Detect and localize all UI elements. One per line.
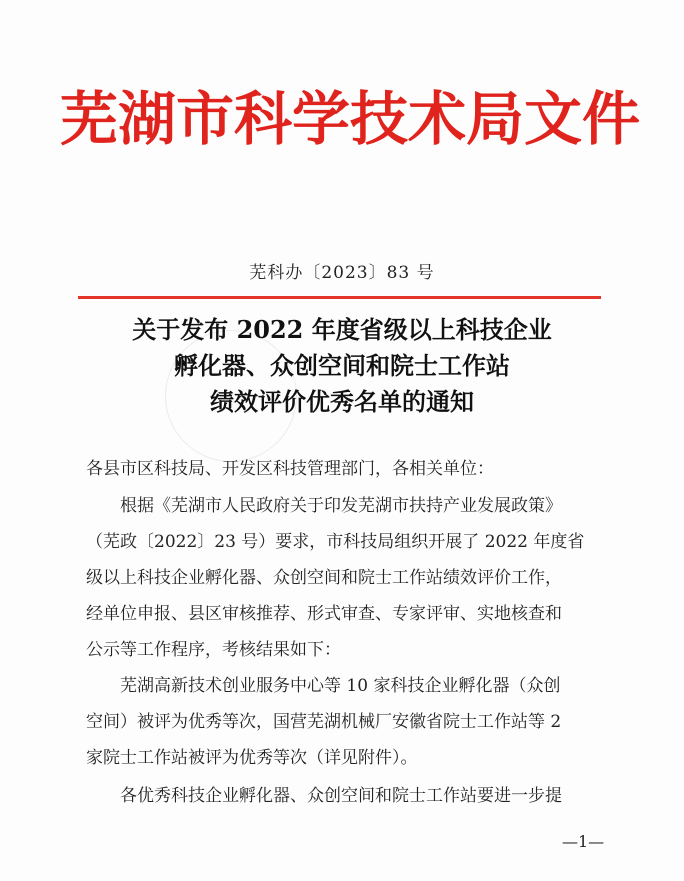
notice-title <box>60 312 624 420</box>
body-line: 芜湖高新技术创业服务中心等 10 家科技企业孵化器（众创 <box>120 676 561 696</box>
masthead-title: 芜湖市科学技术局文件 <box>60 85 641 153</box>
title-line-1: 关于发布 2022 年度省级以上科技企业 <box>132 315 552 344</box>
body-line: 各优秀科技企业孵化器、众创空间和院士工作站要进一步提 <box>120 786 562 806</box>
body-line: 空间）被评为优秀等次，国营芜湖机械厂安徽省院士工作站等 2 <box>86 712 562 732</box>
document-number: 芜科办〔2023〕83 号 <box>249 263 435 283</box>
body-line: 经单位申报、县区审核推荐、形式审查、专家评审、实地核查和 <box>86 604 562 624</box>
salutation: 各县市区科技局、开发区科技管理部门，各相关单位： <box>86 459 494 479</box>
title-line-3: 绩效评价优秀名单的通知 <box>210 387 474 416</box>
red-divider-rule <box>78 296 601 299</box>
body-line: 家院士工作站被评为优秀等次（详见附件）。 <box>86 748 418 768</box>
body-line: （芜政〔2022〕23 号）要求，市科技局组织开展了 2022 年度省 <box>86 532 585 552</box>
page-number: —1— <box>562 832 605 851</box>
title-line-2: 孵化器、众创空间和院士工作站 <box>174 351 510 380</box>
body-line: 公示等工作程序，考核结果如下： <box>86 640 341 660</box>
body-line: 根据《芜湖市人民政府关于印发芜湖市扶持产业发展政策》 <box>120 496 562 516</box>
body-line: 级以上科技企业孵化器、众创空间和院士工作站绩效评价工作， <box>86 568 562 588</box>
